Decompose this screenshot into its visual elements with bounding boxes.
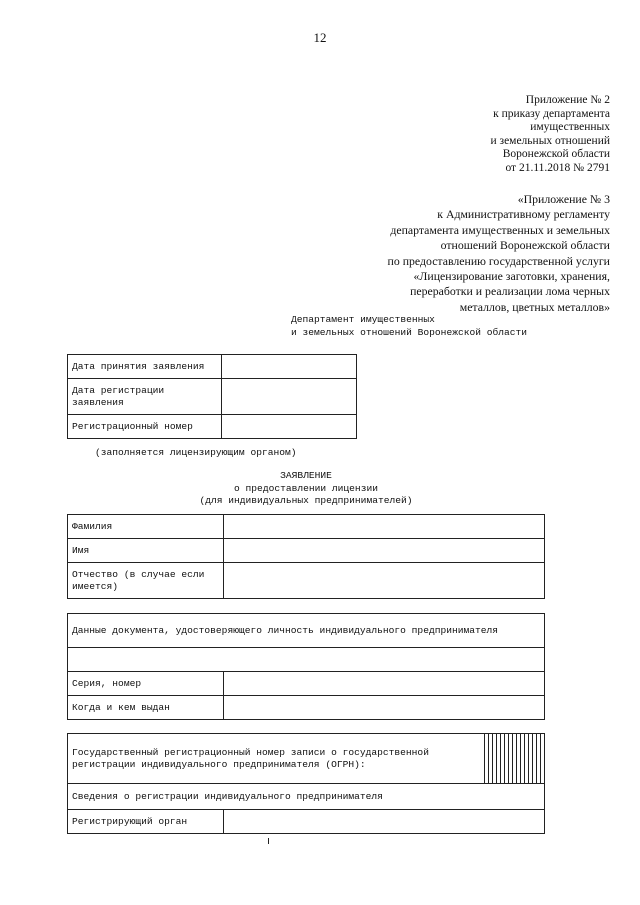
ogrn-label: Государственный регистрационный номер записи о государственной регистрации индивидуального предпринимателя (ОГРН): [68,734,485,784]
appendix-2-line: Воронежской области [502,148,610,161]
department-line: и земельных отношений Воронежской области [291,326,528,338]
series-number-field[interactable] [224,672,545,696]
registration-table [67,354,357,439]
identity-document-field[interactable] [68,648,545,672]
appendix-3-line: по предоставлению государственной услуги [387,253,610,268]
registering-body-field[interactable] [224,810,545,834]
appendix-3-header [388,192,610,315]
appendix-3-line: отношений Воронежской области [440,238,610,253]
patronymic-label: Отчество (в случае если имеется) [68,563,224,599]
surname-field[interactable] [224,515,545,539]
surname-label: Фамилия [68,515,224,539]
appendix-3-line: к Административному регламенту [437,207,610,222]
appendix-3-line: «Приложение № 3 [517,192,610,206]
registration-info-label: Сведения о регистрации индивидуального предпринимателя [68,784,545,810]
ogrn-table [67,733,545,834]
issued-field[interactable] [224,696,545,720]
statement-line: (для индивидуальных предпринимателей) [199,495,413,507]
statement-line: о предоставлении лицензии [234,482,378,494]
identity-document-header: Данные документа, удостоверяющего личность индивидуального предпринимателя [68,614,545,648]
identity-document-table [67,613,545,720]
registration-number-field[interactable] [222,415,357,439]
registration-number-label: Регистрационный номер [68,415,222,439]
patronymic-field[interactable] [224,563,545,599]
application-date-field[interactable] [222,355,357,379]
appendix-3-line: «Лицензирование заготовки, хранения, [413,269,610,284]
application-date-label: Дата принятия заявления [68,355,222,379]
statement-title [67,470,545,508]
appendix-2-line: и земельных отношений [490,134,610,147]
appendix-2-line: Приложение № 2 [525,94,610,106]
first-name-field[interactable] [224,539,545,563]
department-line: Департамент имущественных [291,314,435,325]
appendix-2-line: от 21.11.2018 № 2791 [505,161,610,174]
statement-line: ЗАЯВЛЕНИЕ [280,470,332,481]
appendix-3-line: переработки и реализации лома черных [410,284,610,299]
appendix-2-header [491,94,611,176]
department-addressee [291,314,527,339]
bottom-tick-mark [268,838,269,844]
registering-body-label: Регистрирующий орган [68,810,224,834]
series-number-label: Серия, номер [68,672,224,696]
first-name-label: Имя [68,539,224,563]
registration-date-field[interactable] [222,379,357,415]
appendix-2-line: к приказу департамента [493,107,610,120]
page-number: 12 [313,30,327,45]
filled-by-note: (заполняется лицензирующим органом) [95,447,297,458]
appendix-3-line: департамента имущественных и земельных [390,222,610,237]
registration-date-label: Дата регистрации заявления [68,379,222,415]
ogrn-digit-cell[interactable] [541,734,545,784]
applicant-name-table [67,514,545,599]
issued-label: Когда и кем выдан [68,696,224,720]
appendix-2-line: имущественных [530,121,610,134]
appendix-3-line: металлов, цветных металлов» [459,299,610,314]
